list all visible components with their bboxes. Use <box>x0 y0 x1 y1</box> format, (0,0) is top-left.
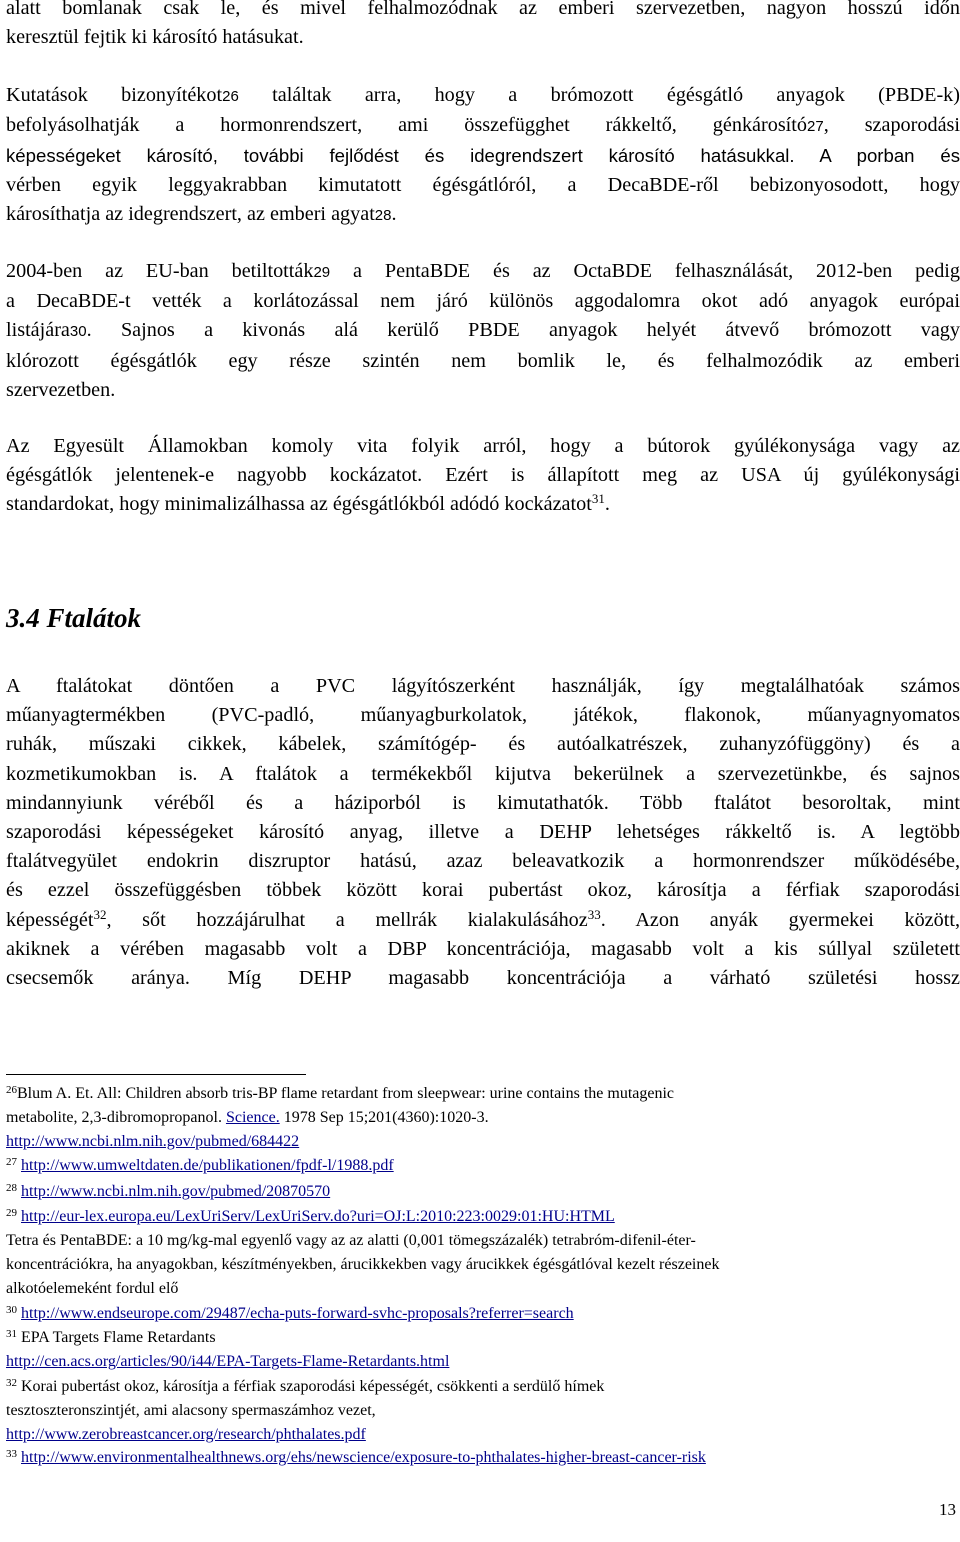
science-link[interactable]: Science. <box>225 1109 280 1126</box>
paragraph-phthalates <box>6 672 960 993</box>
text-line: Az Egyesült Államokban komoly vita folyik arról, hogy a bútorok gyúlékonysága vagy az <box>6 435 960 457</box>
text-line: és ezzel összefüggésben többek között korai pubertást okoz, károsítja a férfiak szaporodási <box>6 879 960 902</box>
footnote-line <box>6 1205 960 1229</box>
footnote-line <box>6 1423 960 1447</box>
footnote-number: 26 <box>6 1084 17 1096</box>
text-line: kozmetikumokban is. A ftalátok a termékekből kijutva bekerülnek a szervezetünkbe, és sajnos <box>6 762 960 785</box>
footnote-url-link[interactable]: http://www.zerobreastcancer.org/research/phthalates.pdf <box>6 1426 366 1443</box>
footnote-number: 30 <box>6 1304 17 1316</box>
text-line: Kutatások bizonyítékot26 találtak arra, hogy a brómozott égésgátló anyagok (PBDE-k) <box>6 84 960 106</box>
text-line: listájára30. Sajnos a kivonás alá kerülő PBDE anyagok helyét átvevő brómozott vagy <box>6 319 960 342</box>
text-line: károsíthatja az idegrendszert, az emberi agyat28. <box>6 202 397 225</box>
text-line: befolyásolhatják a hormonrendszert, ami összefügghet rákkeltő, génkárosító27, szaporodási <box>6 114 960 137</box>
footnote-ref[interactable]: 33 <box>587 906 601 922</box>
footnote-number: 32 <box>6 1377 17 1389</box>
footnote-number: 29 <box>6 1207 17 1219</box>
text-line: alatt bomlanak csak le, és mivel felhalmozódnak az emberi szervezetben, nagyon hosszú időn <box>6 0 960 19</box>
paragraph-usa <box>6 432 960 520</box>
text-line: mindannyiunk véréből és a háziporból is kimutathatók. Több ftalátot besoroltak, mint <box>6 791 960 814</box>
footnote-line: tesztoszteronszintjét, ami alacsony spermaszámhoz vezet, <box>6 1402 376 1419</box>
text-line: klórozott égésgátlók egy része szintén nem bomlik le, és felhalmozódik az emberi <box>6 349 960 372</box>
footnote-url-link[interactable]: http://www.endseurope.com/29487/echa-puts-forward-svhc-proposals?referrer=search <box>21 1305 574 1322</box>
text-line: szaporodási képességeket károsító anyag, illetve a DEHP lehetséges rákkeltő is. A legtöbb <box>6 821 960 844</box>
footnote-line: Tetra és PentaBDE: a 10 mg/kg-mal egyenlő vagy az az alatti (0,001 tömegszázalék) tetrabróm-difenil-éter- <box>6 1232 696 1249</box>
footnote-ref[interactable]: 30 <box>69 323 87 341</box>
footnote-url-link[interactable]: http://www.ncbi.nlm.nih.gov/pubmed/684422 <box>6 1133 300 1150</box>
text-line: csecsemők aránya. Míg DEHP magasabb koncentrációja a várható születési hossz <box>6 967 960 990</box>
text-line: A ftalátokat döntően a PVC lágyítószerként használják, így megtalálhatóak számos <box>6 675 960 697</box>
footnote-line: $^{26}$Blum A. Et. All: Children absorb tris-BP flame retardant from sleepwear: urine contains the mutagenic <box>6 1084 675 1102</box>
footnote-line <box>6 1350 960 1374</box>
footnote-number: 31 <box>6 1328 17 1340</box>
text-line: 2004-ben az EU-ban betiltották29 a PentaBDE és az OctaBDE felhasználását, 2012-ben pedig <box>6 260 960 282</box>
footnote-line: $^{32}$ Korai pubertást okoz, károsítja a férfiak szaporodási képességét, csökkenti a serdülő hímek <box>6 1377 605 1395</box>
text-line: ftalátvegyület endokrin diszruptor hatású, azaz beleavatkozik a hormonrendszer működésébe, <box>6 850 960 873</box>
text-line: égésgátlók jelentenek-e nagyobb kockázatot. Ezért is állapított meg az USA új gyúlékonysági <box>6 464 960 487</box>
footnote-ref[interactable]: 26 <box>222 88 239 105</box>
footnote-28 <box>6 1180 960 1204</box>
footnote-line: alkotóelemeként fordul elő <box>6 1280 179 1297</box>
section-heading: 3.4 Ftalátok <box>6 603 142 633</box>
text-line: standardokat, hogy minimalizálhassa az égésgátlókból adódó kockázatot$^{31}$. <box>6 491 610 516</box>
paragraph-ban <box>6 257 960 405</box>
footnote-line: metabolite, 2,3-dibromopropanol. Science. 1978 Sep 15;201(4360):1020-3. <box>6 1109 489 1126</box>
footnote-31 <box>6 1326 960 1374</box>
text-line: keresztül fejtik ki károsító hatásukat. <box>6 26 304 49</box>
paragraph-research <box>6 81 960 230</box>
text-line: ruhák, műszaki cikkek, kábelek, számítógép- és autóalkatrészek, zuhanyzófüggöny) és a <box>6 733 960 756</box>
footnote-number: 28 <box>6 1182 17 1194</box>
footnote-line: $^{31}$ EPA Targets Flame Retardants <box>6 1328 216 1346</box>
footnote-url-link[interactable]: http://cen.acs.org/articles/90/i44/EPA-Targets-Flame-Retardants.html <box>6 1353 450 1370</box>
footnote-32 <box>6 1375 960 1447</box>
footnote-29 <box>6 1205 960 1301</box>
footnote-ref[interactable]: 31 <box>591 491 605 507</box>
footnote-ref[interactable]: 29 <box>313 264 331 281</box>
footnote-line <box>6 1130 960 1154</box>
text-line: műanyagtermékben (PVC-padló, műanyagburkolatok, játékok, flakonok, műanyagnyomatos <box>6 704 960 727</box>
text-line: akiknek a vérében magasabb volt a DBP koncentrációja, magasabb volt a kis súllyal született <box>6 937 960 960</box>
footnote-url-link[interactable]: http://www.ncbi.nlm.nih.gov/pubmed/20870570 <box>21 1183 331 1200</box>
footnote-url-link[interactable]: http://eur-lex.europa.eu/LexUriServ/LexUriServ.do?uri=OJ:L:2010:223:0029:01:HU:HTML <box>21 1208 615 1225</box>
footnote-33 <box>6 1446 960 1470</box>
paragraph-intro <box>6 0 960 52</box>
footnote-26 <box>6 1082 960 1154</box>
footnote-ref[interactable]: 28 <box>374 206 392 224</box>
text-line: vérben egyik leggyakrabban kimutatott égésgátlóról, a DecaBDE-ről bebizonyosodott, hogy <box>6 173 960 196</box>
footnote-30 <box>6 1302 960 1326</box>
footnote-url-link[interactable]: http://www.environmentalhealthnews.org/ehs/newscience/exposure-to-phthalates-higher-breast-cancer-risk <box>21 1449 706 1466</box>
footnote-line: koncentrációkra, ha anyagokban, készítményekben, árucikkekben vagy árucikkek égésgátlóval kezelt részeinek <box>6 1256 720 1273</box>
footnote-separator <box>6 1074 306 1075</box>
footnote-number: 33 <box>6 1448 17 1460</box>
text-line: szervezetben. <box>6 378 116 401</box>
text-line: képességét$^{32}$, sőt hozzájárulhat a mellrák kialakulásához$^{33}$. Azon anyák gyermekei között, <box>6 906 960 931</box>
footnote-number: 27 <box>6 1156 17 1168</box>
footnote-ref[interactable]: 27 <box>807 118 824 136</box>
text-line: a DecaBDE-t vették a korlátozással nem járó különös aggodalomra okot adó anyagok európai <box>6 290 960 313</box>
footnote-url-link[interactable]: http://www.umweltdaten.de/publikationen/fpdf-l/1988.pdf <box>21 1157 394 1174</box>
footnote-ref[interactable]: 32 <box>93 906 107 922</box>
footnote-27 <box>6 1154 960 1178</box>
page-number: 13 <box>939 1500 956 1519</box>
text-line: képességeket károsító, további fejlődést és idegrendszert károsító hatásukkal. A porban és <box>6 145 960 167</box>
